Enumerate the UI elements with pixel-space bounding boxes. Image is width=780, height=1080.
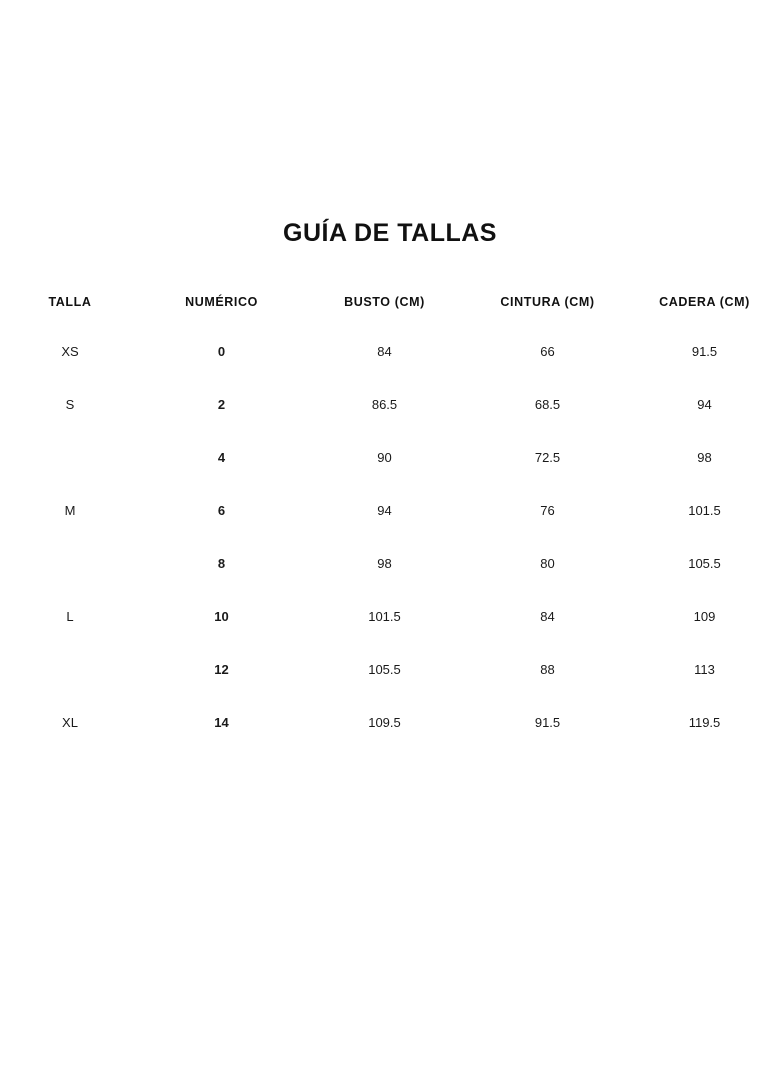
cell-cintura: 91.5 [534, 715, 561, 730]
cell-cadera: 113 [694, 662, 715, 677]
column-header-cadera: CADERA (CM) [659, 295, 750, 309]
cell-talla: XS [61, 344, 79, 359]
cell-numerico: 0 [217, 344, 226, 359]
cell-cadera: 98 [697, 450, 712, 465]
cell-numerico: 14 [214, 715, 229, 730]
cell-cadera: 105.5 [688, 556, 721, 571]
cell-busto: 98 [377, 556, 392, 571]
cell-talla: XL [62, 715, 78, 730]
cell-talla [0, 643, 140, 696]
cell-cintura: 68.5 [534, 397, 561, 412]
cell-numerico: 4 [217, 450, 226, 465]
table-row [0, 378, 780, 431]
column-header-busto: BUSTO (CM) [344, 295, 425, 309]
size-guide-table [0, 285, 780, 749]
cell-busto: 105.5 [368, 662, 401, 677]
cell-numerico: 6 [217, 503, 226, 518]
cell-cintura: 66 [540, 344, 555, 359]
table-row [0, 484, 780, 537]
table-header-row [0, 285, 780, 325]
table-row [0, 590, 780, 643]
cell-numerico: 10 [214, 609, 229, 624]
cell-busto: 109.5 [368, 715, 401, 730]
column-header-talla: TALLA [48, 295, 92, 309]
cell-cadera: 101.5 [688, 503, 721, 518]
cell-cadera: 109 [693, 609, 716, 624]
table-row [0, 431, 780, 484]
cell-cintura: 84 [540, 609, 555, 624]
cell-cadera: 91.5 [691, 344, 718, 359]
table-body [0, 325, 780, 749]
cell-cintura: 76 [540, 503, 555, 518]
table-row [0, 696, 780, 749]
cell-numerico: 8 [217, 556, 226, 571]
cell-busto: 84 [377, 344, 392, 359]
table-row [0, 325, 780, 378]
cell-numerico: 12 [214, 662, 229, 677]
cell-cadera: 94 [697, 397, 712, 412]
column-header-cintura: CINTURA (CM) [500, 295, 595, 309]
cell-busto: 86.5 [371, 397, 398, 412]
table-header [0, 285, 780, 325]
table-row [0, 643, 780, 696]
cell-cadera: 119.5 [688, 715, 721, 730]
cell-talla: L [66, 609, 74, 624]
cell-busto: 101.5 [368, 609, 401, 624]
cell-busto: 94 [377, 503, 392, 518]
cell-cintura: 72.5 [534, 450, 561, 465]
cell-talla: M [64, 503, 76, 518]
cell-talla: S [65, 397, 75, 412]
table-row [0, 537, 780, 590]
cell-numerico: 2 [217, 397, 226, 412]
column-header-numerico: NUMÉRICO [185, 295, 258, 309]
cell-cintura: 80 [540, 556, 555, 571]
cell-talla [0, 431, 140, 484]
page-title: GUÍA DE TALLAS [283, 218, 497, 247]
cell-talla [0, 537, 140, 590]
cell-cintura: 88 [540, 662, 555, 677]
cell-busto: 90 [377, 450, 392, 465]
